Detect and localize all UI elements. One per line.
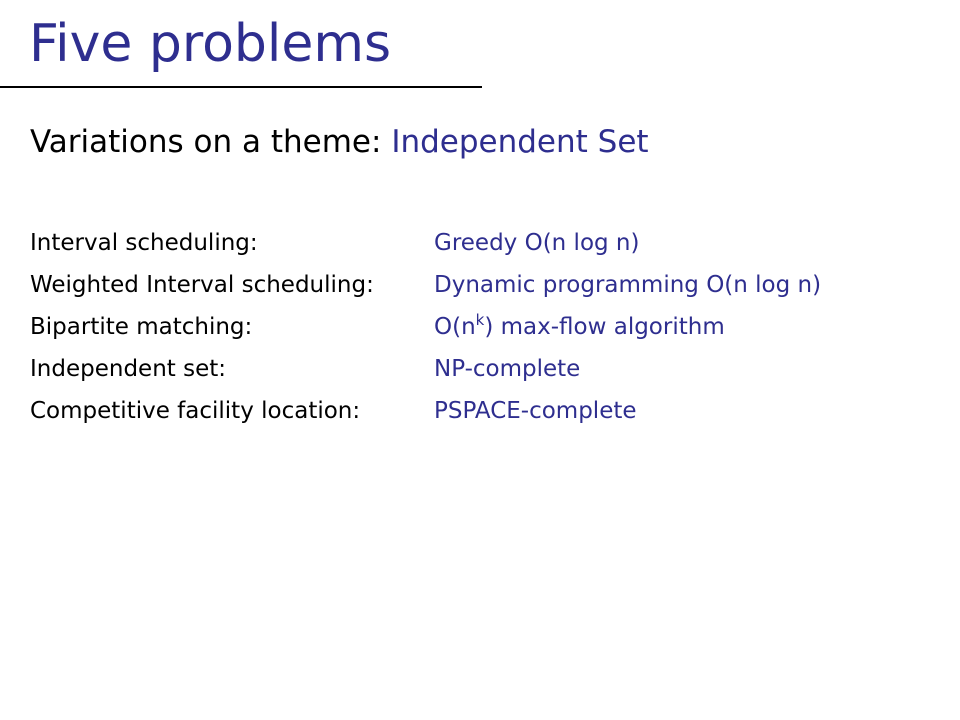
problem-complexity: NP-complete	[434, 356, 581, 382]
problem-name: Bipartite matching:	[30, 314, 253, 340]
subtitle-highlight: Independent Set	[391, 124, 649, 160]
title-underline	[0, 86, 482, 88]
problem-row-competitive-facility-location	[30, 390, 930, 432]
complexity-exponent: k	[475, 311, 485, 329]
problem-row-bipartite-matching	[30, 306, 930, 348]
problem-name: Interval scheduling:	[30, 230, 258, 256]
problem-complexity: PSPACE-complete	[434, 398, 637, 424]
problem-complexity: Dynamic programming O(n log n)	[434, 272, 822, 298]
problem-row-interval-scheduling	[30, 222, 930, 264]
slide-title: Five problems	[29, 14, 392, 74]
problem-name: Competitive facility location:	[30, 398, 361, 424]
problem-row-independent-set	[30, 348, 930, 390]
problem-name: Weighted Interval scheduling:	[30, 272, 374, 298]
problem-complexity: Greedy O(n log n)	[434, 230, 640, 256]
complexity-suffix: ) max-flow algorithm	[484, 314, 725, 340]
subtitle-prefix: Variations on a theme:	[30, 124, 392, 160]
complexity-prefix: O(n	[434, 314, 476, 340]
problem-row-weighted-interval-scheduling	[30, 264, 930, 306]
problem-list	[30, 222, 930, 432]
problem-complexity	[434, 306, 725, 348]
slide-subtitle	[30, 120, 649, 164]
problem-name: Independent set:	[30, 356, 226, 382]
